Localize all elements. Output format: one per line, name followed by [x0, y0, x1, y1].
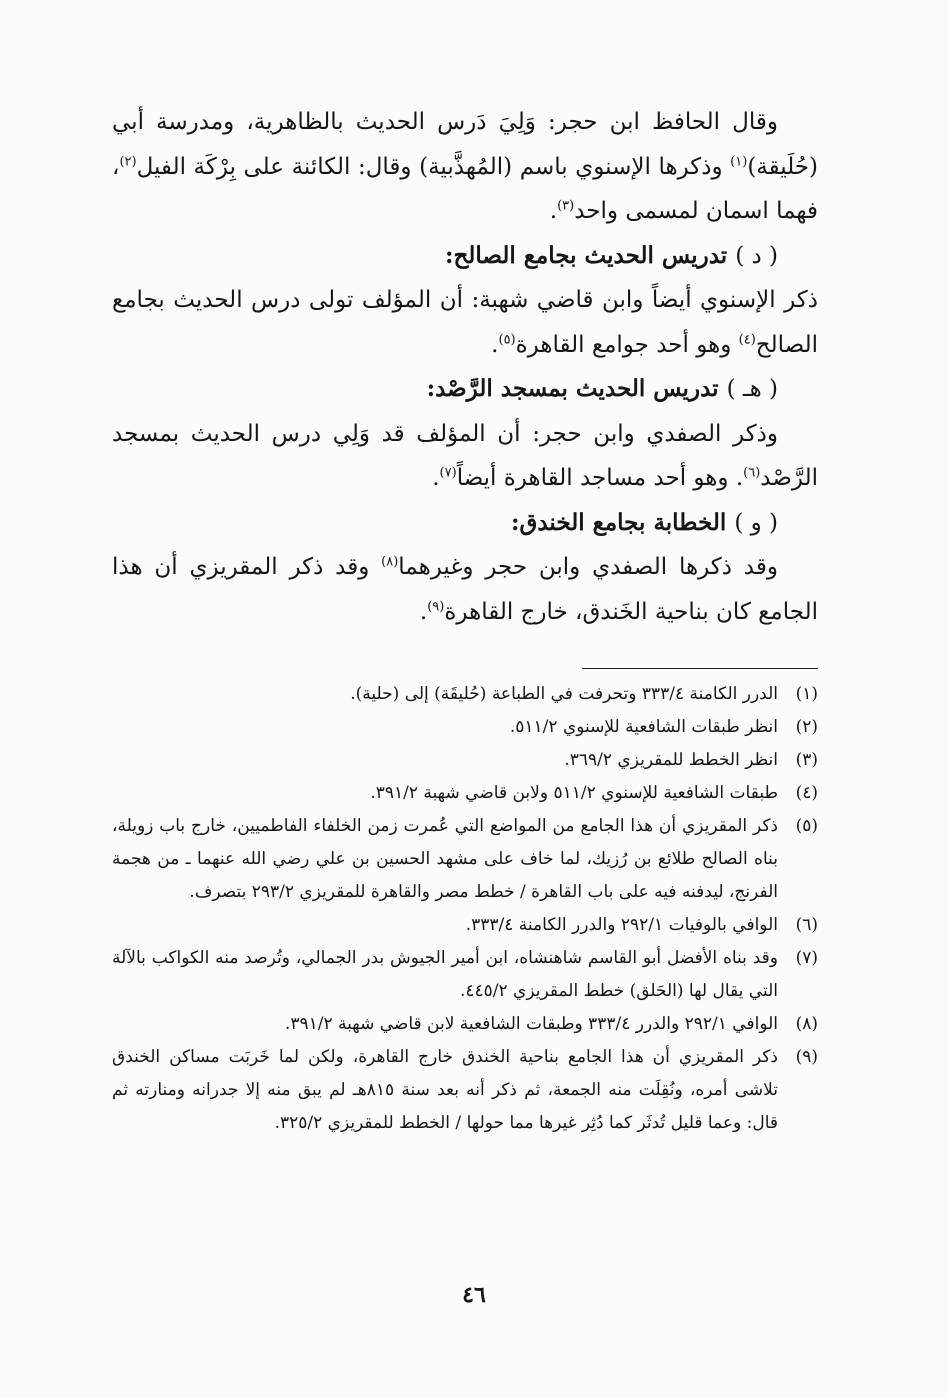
paragraph-hafiz-ibn-hajar: وقال الحافظ ابن حجر: وَلِيَ دَرس الحديث بالظاهرية، ومدرسة أبي (حُلَيقة)$^{(١)}$ وذكرها الإسنوي باسم (المُهذَّبية) وقال: الكائنة على بِرْكَة الفيل$^{(٢)}$، فهما اسمان لمسمى واحد$^{(٣)}$.: [112, 109, 818, 224]
footnote-ref-8[interactable]: (٨): [381, 554, 399, 570]
footnote-ref-3[interactable]: (٣): [557, 198, 575, 214]
footnote-ref-5[interactable]: (٥): [498, 331, 516, 347]
footnote-text: انظر الخطط للمقريزي ٣٦٩/٢.: [564, 750, 778, 770]
footnote-ref-4[interactable]: (٤): [738, 331, 756, 347]
footnote-item: [112, 1041, 818, 1140]
footnote-number: (٥): [795, 816, 818, 836]
footnote-number: (٤): [795, 783, 818, 803]
footnote-number: (٢): [795, 717, 818, 737]
page-number: ٤٦: [462, 1282, 486, 1308]
footnote-divider: [582, 668, 818, 669]
footnote-number: (١): [795, 684, 818, 704]
footnote-item: [112, 909, 818, 942]
footnote-number: (٦): [795, 915, 818, 935]
footnote-item: [112, 678, 818, 711]
footnote-ref-9[interactable]: (٩): [427, 598, 445, 614]
footnote-text: الوافي ٢٩٢/١ والدرر ٣٣٣/٤ وطبقات الشافعية لابن قاضي شهبة ٣٩١/٢.: [284, 1014, 778, 1034]
footnote-number: (٨): [795, 1014, 818, 1034]
section-heading-d: ( د ) تدريس الحديث بجامع الصالح:: [445, 241, 778, 269]
footnote-text: طبقات الشافعية للإسنوي ٥١١/٢ ولابن قاضي شهبة ٣٩١/٢.: [370, 783, 778, 803]
footnote-item: [112, 711, 818, 744]
footnote-item: [112, 942, 818, 1008]
footnote-number: (٣): [795, 750, 818, 770]
footnote-item: [112, 744, 818, 777]
footnote-number: (٧): [795, 948, 818, 968]
footnote-text: انظر طبقات الشافعية للإسنوي ٥١١/٢.: [509, 717, 778, 737]
footnote-text: وقد بناه الأفضل أبو القاسم شاهنشاه، ابن أمير الجيوش بدر الجمالي، وتُرصد منه الكواكب بالآلة التي يقال لها (الحَلق) خطط المقريزي ٤٤٥/٢.: [112, 948, 778, 1001]
footnote-text: الوافي بالوفيات ٢٩٢/١ والدرر الكامنة ٣٣٣/٤.: [465, 915, 778, 935]
footnote-number: (٩): [795, 1047, 818, 1067]
section-heading-w: ( و ) الخطابة بجامع الخندق:: [511, 508, 778, 536]
footnotes: [112, 678, 818, 1140]
paragraph-jami-khandaq: وقد ذكرها الصفدي وابن حجر وغيرهما$^{(٨)}$ وقد ذكر المقريزي أن هذا الجامع كان بناحية الخَندق، خارج القاهرة$^{(٩)}$.: [112, 554, 818, 625]
footnote-ref-1[interactable]: (١): [730, 153, 748, 169]
footnote-ref-6[interactable]: (٦): [743, 465, 761, 481]
paragraph-jami-salih: ذكر الإسنوي أيضاً وابن قاضي شهبة: أن المؤلف تولى درس الحديث بجامع الصالح$^{(٤)}$ وهو أحد جوامع القاهرة$^{(٥)}$.: [112, 287, 818, 358]
footnote-item: [112, 1008, 818, 1041]
section-heading-h: ( هـ ) تدريس الحديث بمسجد الرَّصْد:: [426, 375, 778, 402]
footnote-text: الدرر الكامنة ٣٣٣/٤ وتحرفت في الطباعة (حُليقَة) إلى (حلية).: [350, 684, 778, 704]
footnote-item: [112, 810, 818, 909]
footnote-ref-7[interactable]: (٧): [439, 465, 457, 481]
footnote-item: [112, 777, 818, 810]
footnote-text: ذكر المقريزي أن هذا الجامع من المواضع التي عُمرت زمن الخلفاء الفاطميين، خارج باب زويلة، بناه الصالح طلائع بن رُزيك، لما خاف على مشهد الحسين بن علي رضي الله عنهما ـ من هجمة الفرنج، ليدفنه فيه على باب القاهرة / خطط مصر والقاهرة للمقريزي ٢٩٣/٢ بتصرف.: [112, 816, 778, 902]
main-text: [112, 100, 818, 634]
footnote-text: ذكر المقريزي أن هذا الجامع بناحية الخندق خارج القاهرة، ولكن لما خَربَت مساكن الخندق تلاشى أمره، ونُقِلَت منه الجمعة، ثم ذكر أنه بعد سنة ٨١٥هـ لم يبق منه إلا جدرانه ومنارته ثم قال: وعما قليل تُدثَر كما دُثِر غيرها مما حولها / الخطط للمقريزي ٣٢٥/٢.: [112, 1047, 778, 1133]
paragraph-masjid-rasd: وذكر الصفدي وابن حجر: أن المؤلف قد وَلِي درس الحديث بمسجد الرَّصْد$^{(٦)}$. وهو أحد مساجد القاهرة أيضاً$^{(٧)}$.: [112, 420, 818, 491]
footnote-ref-2[interactable]: (٢): [119, 153, 137, 169]
